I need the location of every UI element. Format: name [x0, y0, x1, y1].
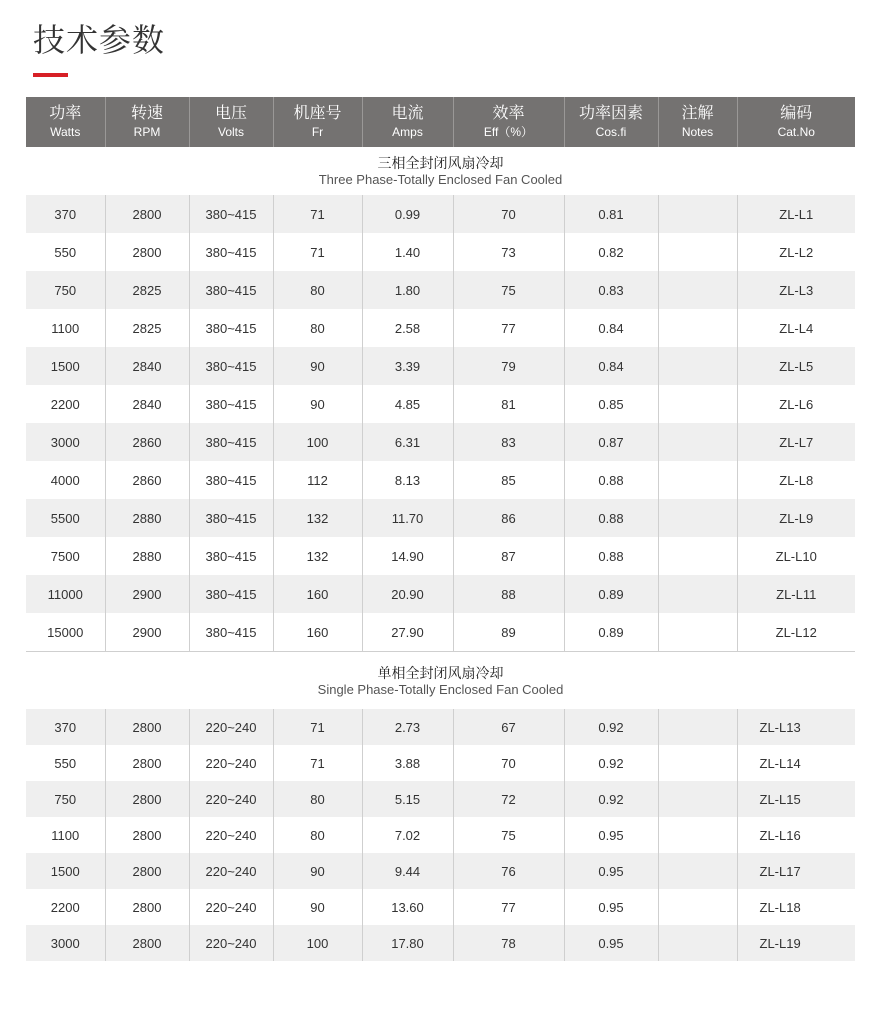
cell-catno: ZL-L9	[737, 499, 855, 537]
cell-catno: ZL-L1	[737, 195, 855, 233]
column-header-cn: 转速	[130, 105, 163, 122]
cell-notes	[658, 709, 737, 745]
cell-eff: 67	[453, 709, 564, 745]
cell-amps: 4.85	[362, 385, 453, 423]
cell-cosfi: 0.89	[564, 575, 658, 613]
cell-cosfi: 0.88	[564, 461, 658, 499]
cell-eff: 70	[453, 195, 564, 233]
cell-eff: 87	[453, 537, 564, 575]
cell-notes	[658, 613, 737, 651]
cell-frame: 160	[273, 575, 362, 613]
cell-cosfi: 0.81	[564, 195, 658, 233]
cell-watts: 370	[26, 709, 105, 745]
cell-volts: 380~415	[189, 347, 273, 385]
page-title: 技术参数	[33, 21, 166, 59]
table-row	[26, 271, 855, 309]
cell-volts: 380~415	[189, 575, 273, 613]
cell-cosfi: 0.95	[564, 889, 658, 925]
cell-notes	[658, 195, 737, 233]
cell-volts: 380~415	[189, 195, 273, 233]
cell-frame: 80	[273, 817, 362, 853]
cell-cosfi: 0.92	[564, 745, 658, 781]
cell-catno: ZL-L16	[737, 817, 855, 853]
cell-catno: ZL-L14	[737, 745, 855, 781]
cell-cosfi: 0.84	[564, 347, 658, 385]
column-header-en: Amps	[392, 125, 423, 139]
cell-volts: 380~415	[189, 309, 273, 347]
table-row	[26, 817, 855, 853]
cell-volts: 220~240	[189, 709, 273, 745]
cell-watts: 11000	[26, 575, 105, 613]
cell-frame: 71	[273, 709, 362, 745]
column-header-cn: 效率	[492, 105, 525, 122]
cell-watts: 1500	[26, 853, 105, 889]
column-header-frame	[273, 97, 362, 147]
column-header-en: Volts	[217, 125, 244, 139]
cell-watts: 1100	[26, 817, 105, 853]
cell-eff: 88	[453, 575, 564, 613]
cell-frame: 71	[273, 233, 362, 271]
cell-cosfi: 0.95	[564, 925, 658, 961]
column-header-amps	[362, 97, 453, 147]
cell-notes	[658, 575, 737, 613]
table-row	[26, 195, 855, 233]
cell-eff: 70	[453, 745, 564, 781]
cell-notes	[658, 745, 737, 781]
cell-frame: 132	[273, 499, 362, 537]
section-title-cell	[26, 652, 855, 710]
cell-amps: 3.88	[362, 745, 453, 781]
cell-notes	[658, 309, 737, 347]
cell-cosfi: 0.92	[564, 709, 658, 745]
cell-frame: 90	[273, 853, 362, 889]
cell-frame: 80	[273, 781, 362, 817]
cell-notes	[658, 233, 737, 271]
cell-amps: 11.70	[362, 499, 453, 537]
cell-eff: 89	[453, 613, 564, 651]
spec-table-single-phase	[26, 651, 855, 961]
cell-cosfi: 0.88	[564, 537, 658, 575]
cell-cosfi: 0.88	[564, 499, 658, 537]
cell-amps: 13.60	[362, 889, 453, 925]
cell-amps: 2.58	[362, 309, 453, 347]
column-header-en: Cos.fi	[595, 125, 627, 139]
cell-watts: 3000	[26, 423, 105, 461]
column-header-en: Fr	[311, 125, 324, 139]
cell-notes	[658, 271, 737, 309]
table-row	[26, 575, 855, 613]
cell-eff: 72	[453, 781, 564, 817]
cell-volts: 220~240	[189, 745, 273, 781]
cell-eff: 75	[453, 271, 564, 309]
table-row	[26, 925, 855, 961]
column-header-rpm	[105, 97, 189, 147]
section-title-en: Three Phase-Totally Enclosed Fan Cooled	[318, 172, 563, 187]
cell-catno: ZL-L11	[737, 575, 855, 613]
table-row	[26, 709, 855, 745]
cell-eff: 77	[453, 889, 564, 925]
column-header-catno	[737, 97, 855, 147]
cell-notes	[658, 781, 737, 817]
cell-frame: 90	[273, 889, 362, 925]
cell-frame: 132	[273, 537, 362, 575]
cell-watts: 1500	[26, 347, 105, 385]
cell-notes	[658, 853, 737, 889]
cell-catno: ZL-L19	[737, 925, 855, 961]
cell-rpm: 2860	[105, 461, 189, 499]
cell-cosfi: 0.87	[564, 423, 658, 461]
cell-cosfi: 0.92	[564, 781, 658, 817]
table-row	[26, 233, 855, 271]
cell-cosfi: 0.82	[564, 233, 658, 271]
cell-frame: 100	[273, 423, 362, 461]
cell-notes	[658, 423, 737, 461]
cell-eff: 79	[453, 347, 564, 385]
cell-amps: 1.80	[362, 271, 453, 309]
cell-catno: ZL-L7	[737, 423, 855, 461]
section-title-cell	[26, 147, 855, 195]
table-header-row	[26, 97, 855, 147]
table-row	[26, 537, 855, 575]
cell-catno: ZL-L2	[737, 233, 855, 271]
cell-watts: 2200	[26, 385, 105, 423]
cell-catno: ZL-L3	[737, 271, 855, 309]
table-row	[26, 499, 855, 537]
section-title-cn: 三相全封闭风扇冷却	[377, 155, 504, 171]
cell-eff: 73	[453, 233, 564, 271]
cell-volts: 380~415	[189, 233, 273, 271]
cell-watts: 2200	[26, 889, 105, 925]
cell-eff: 86	[453, 499, 564, 537]
column-header-en: Notes	[681, 125, 714, 139]
cell-amps: 0.99	[362, 195, 453, 233]
table-row	[26, 385, 855, 423]
cell-catno: ZL-L12	[737, 613, 855, 651]
cell-catno: ZL-L5	[737, 347, 855, 385]
cell-rpm: 2825	[105, 271, 189, 309]
cell-watts: 1100	[26, 309, 105, 347]
cell-notes	[658, 925, 737, 961]
column-header-watts	[26, 97, 105, 147]
cell-amps: 8.13	[362, 461, 453, 499]
cell-volts: 380~415	[189, 271, 273, 309]
cell-rpm: 2860	[105, 423, 189, 461]
cell-rpm: 2840	[105, 385, 189, 423]
section-title-en: Single Phase-Totally Enclosed Fan Cooled	[317, 681, 564, 697]
cell-amps: 3.39	[362, 347, 453, 385]
cell-volts: 220~240	[189, 853, 273, 889]
column-header-cn: 注解	[681, 105, 714, 122]
cell-volts: 380~415	[189, 385, 273, 423]
cell-cosfi: 0.85	[564, 385, 658, 423]
cell-frame: 100	[273, 925, 362, 961]
title-accent-bar	[33, 73, 68, 77]
cell-watts: 7500	[26, 537, 105, 575]
cell-frame: 90	[273, 385, 362, 423]
cell-rpm: 2800	[105, 195, 189, 233]
section-header-three-phase	[26, 147, 855, 195]
cell-catno: ZL-L8	[737, 461, 855, 499]
cell-rpm: 2800	[105, 817, 189, 853]
cell-amps: 27.90	[362, 613, 453, 651]
cell-rpm: 2825	[105, 309, 189, 347]
cell-amps: 17.80	[362, 925, 453, 961]
cell-frame: 90	[273, 347, 362, 385]
cell-volts: 380~415	[189, 499, 273, 537]
table-row	[26, 853, 855, 889]
cell-eff: 76	[453, 853, 564, 889]
cell-rpm: 2800	[105, 745, 189, 781]
section-title-cn: 单相全封闭风扇冷却	[377, 664, 504, 681]
column-header-cosfi	[564, 97, 658, 147]
cell-catno: ZL-L15	[737, 781, 855, 817]
table-row	[26, 461, 855, 499]
cell-volts: 220~240	[189, 925, 273, 961]
column-header-en: RPM	[133, 125, 161, 139]
cell-volts: 380~415	[189, 613, 273, 651]
table-row	[26, 423, 855, 461]
cell-cosfi: 0.95	[564, 853, 658, 889]
cell-notes	[658, 889, 737, 925]
cell-catno: ZL-L6	[737, 385, 855, 423]
column-header-cn: 电压	[214, 105, 247, 122]
table-row	[26, 309, 855, 347]
cell-frame: 71	[273, 195, 362, 233]
cell-rpm: 2800	[105, 889, 189, 925]
cell-watts: 550	[26, 233, 105, 271]
cell-frame: 160	[273, 613, 362, 651]
cell-catno: ZL-L13	[737, 709, 855, 745]
column-header-notes	[658, 97, 737, 147]
cell-amps: 14.90	[362, 537, 453, 575]
cell-notes	[658, 817, 737, 853]
cell-eff: 83	[453, 423, 564, 461]
cell-amps: 9.44	[362, 853, 453, 889]
cell-notes	[658, 461, 737, 499]
cell-catno: ZL-L10	[737, 537, 855, 575]
cell-rpm: 2900	[105, 613, 189, 651]
column-header-en: Watts	[50, 125, 81, 139]
cell-notes	[658, 385, 737, 423]
cell-amps: 5.15	[362, 781, 453, 817]
cell-cosfi: 0.95	[564, 817, 658, 853]
column-header-cn: 电流	[391, 105, 424, 122]
cell-volts: 220~240	[189, 889, 273, 925]
cell-notes	[658, 537, 737, 575]
cell-catno: ZL-L4	[737, 309, 855, 347]
table-row	[26, 745, 855, 781]
table-row	[26, 781, 855, 817]
section-header-single-phase	[26, 652, 855, 710]
cell-rpm: 2800	[105, 925, 189, 961]
cell-rpm: 2840	[105, 347, 189, 385]
cell-frame: 80	[273, 309, 362, 347]
table-row	[26, 613, 855, 651]
column-header-cn: 编码	[780, 105, 813, 122]
cell-cosfi: 0.89	[564, 613, 658, 651]
column-header-eff	[453, 97, 564, 147]
cell-rpm: 2800	[105, 709, 189, 745]
cell-volts: 220~240	[189, 781, 273, 817]
cell-amps: 6.31	[362, 423, 453, 461]
cell-rpm: 2880	[105, 537, 189, 575]
cell-cosfi: 0.83	[564, 271, 658, 309]
cell-notes	[658, 347, 737, 385]
cell-cosfi: 0.84	[564, 309, 658, 347]
cell-eff: 85	[453, 461, 564, 499]
cell-rpm: 2880	[105, 499, 189, 537]
column-header-volts	[189, 97, 273, 147]
cell-amps: 2.73	[362, 709, 453, 745]
column-header-en: Cat.No	[777, 125, 815, 139]
cell-watts: 3000	[26, 925, 105, 961]
cell-catno: ZL-L17	[737, 853, 855, 889]
column-header-cn: 功率	[49, 105, 82, 122]
cell-watts: 750	[26, 271, 105, 309]
column-header-cn: 功率因素	[578, 105, 643, 122]
cell-rpm: 2900	[105, 575, 189, 613]
cell-eff: 77	[453, 309, 564, 347]
cell-eff: 81	[453, 385, 564, 423]
spec-table-three-phase	[26, 97, 855, 651]
cell-eff: 78	[453, 925, 564, 961]
column-header-en: Eff（%）	[483, 125, 534, 139]
column-header-cn: 机座号	[293, 105, 342, 122]
cell-rpm: 2800	[105, 781, 189, 817]
cell-watts: 370	[26, 195, 105, 233]
table-row	[26, 347, 855, 385]
cell-amps: 20.90	[362, 575, 453, 613]
cell-watts: 5500	[26, 499, 105, 537]
cell-frame: 112	[273, 461, 362, 499]
cell-volts: 380~415	[189, 461, 273, 499]
cell-frame: 71	[273, 745, 362, 781]
cell-rpm: 2800	[105, 233, 189, 271]
cell-volts: 380~415	[189, 537, 273, 575]
cell-rpm: 2800	[105, 853, 189, 889]
cell-watts: 4000	[26, 461, 105, 499]
cell-eff: 75	[453, 817, 564, 853]
cell-watts: 15000	[26, 613, 105, 651]
cell-amps: 7.02	[362, 817, 453, 853]
cell-frame: 80	[273, 271, 362, 309]
cell-amps: 1.40	[362, 233, 453, 271]
cell-volts: 380~415	[189, 423, 273, 461]
cell-notes	[658, 499, 737, 537]
cell-catno: ZL-L18	[737, 889, 855, 925]
cell-watts: 550	[26, 745, 105, 781]
table-row	[26, 889, 855, 925]
cell-watts: 750	[26, 781, 105, 817]
cell-volts: 220~240	[189, 817, 273, 853]
